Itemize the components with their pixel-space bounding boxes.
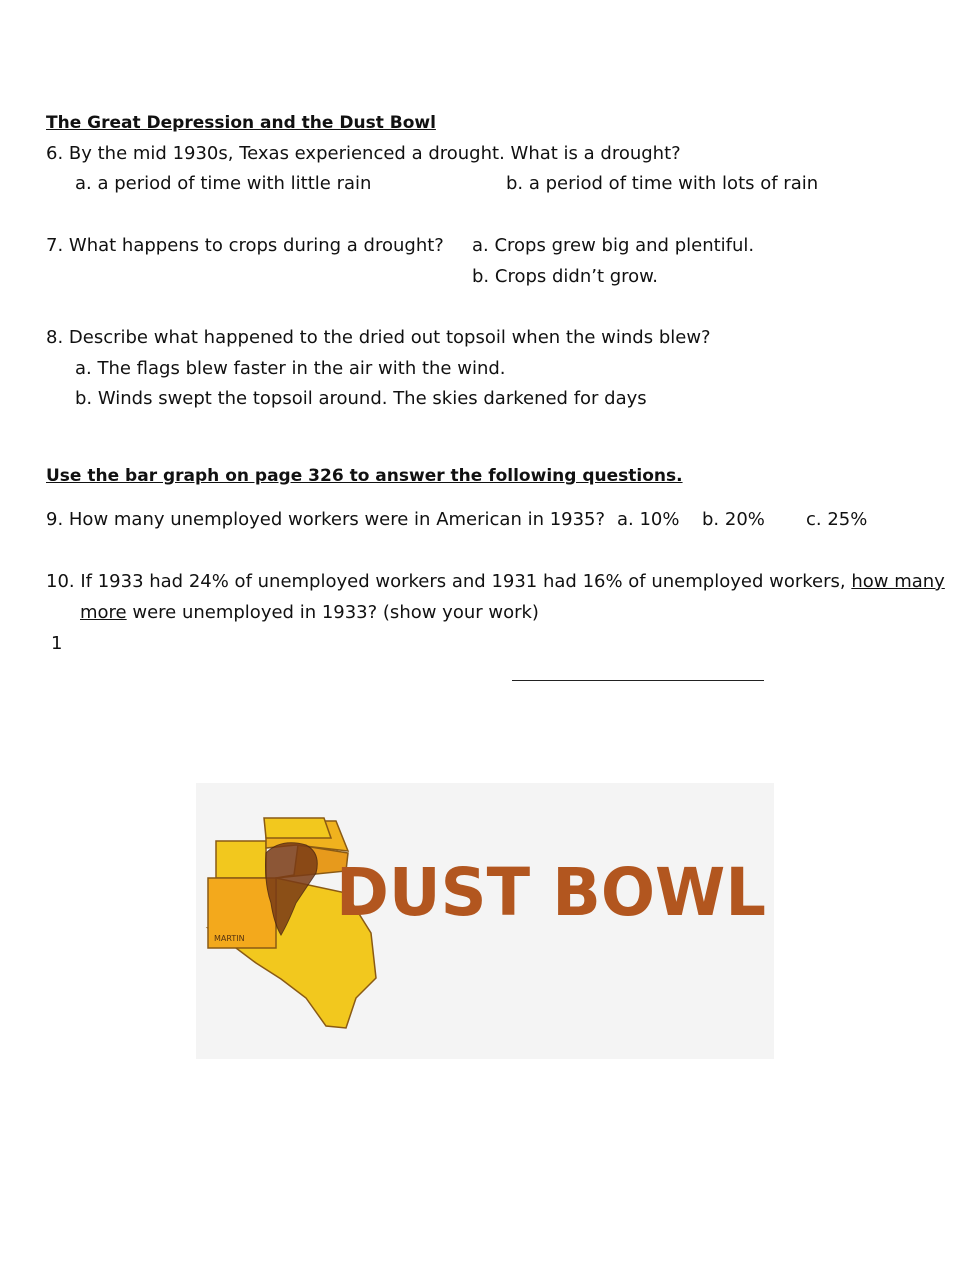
q6-option-b: b. a period of time with lots of rain [506,173,819,194]
q6-option-a: a. a period of time with little rain [75,173,372,194]
section-title-bar-graph: Use the bar graph on page 326 to answer the following questions. [46,466,683,486]
page-number: 1 [51,633,63,654]
q10-text: 10. If 1933 had 24% of unemployed workers and 1931 had 16% of unemployed workers, [46,571,852,592]
question-6: 6. By the mid 1930s, Texas experienced a drought. What is a drought? [46,143,681,164]
map-label-martin: MARTIN [214,934,245,943]
q10-text-2: were unemployed in 1933? (show your work) [126,602,539,623]
q7-option-b: b. Crops didn’t grow. [472,266,658,287]
dust-bowl-logo-image [196,783,774,1059]
q9-option-b: b. 20% [702,509,765,530]
answer-line [512,680,764,681]
q10-underlined-more: more [80,602,127,623]
q9-option-a: a. 10% [617,509,680,530]
q9-option-c: c. 25% [806,509,868,530]
q8-option-a: a. The flags blew faster in the air with the wind. [75,358,506,379]
question-10-line-1 [46,571,945,593]
q8-option-b: b. Winds swept the topsoil around. The skies darkened for days [75,388,647,409]
dust-bowl-logo-text: DUST BOWL [336,854,766,931]
question-8: 8. Describe what happened to the dried out topsoil when the winds blew? [46,327,711,348]
question-7: 7. What happens to crops during a drought? [46,235,444,256]
q7-option-a: a. Crops grew big and plentiful. [472,235,755,256]
q10-underlined-how-many: how many [851,571,945,592]
question-9: 9. How many unemployed workers were in American in 1935? [46,509,606,530]
section-title: The Great Depression and the Dust Bowl [46,113,436,133]
question-10-line-2 [80,602,539,624]
dust-bowl-map-icon [196,783,774,1059]
